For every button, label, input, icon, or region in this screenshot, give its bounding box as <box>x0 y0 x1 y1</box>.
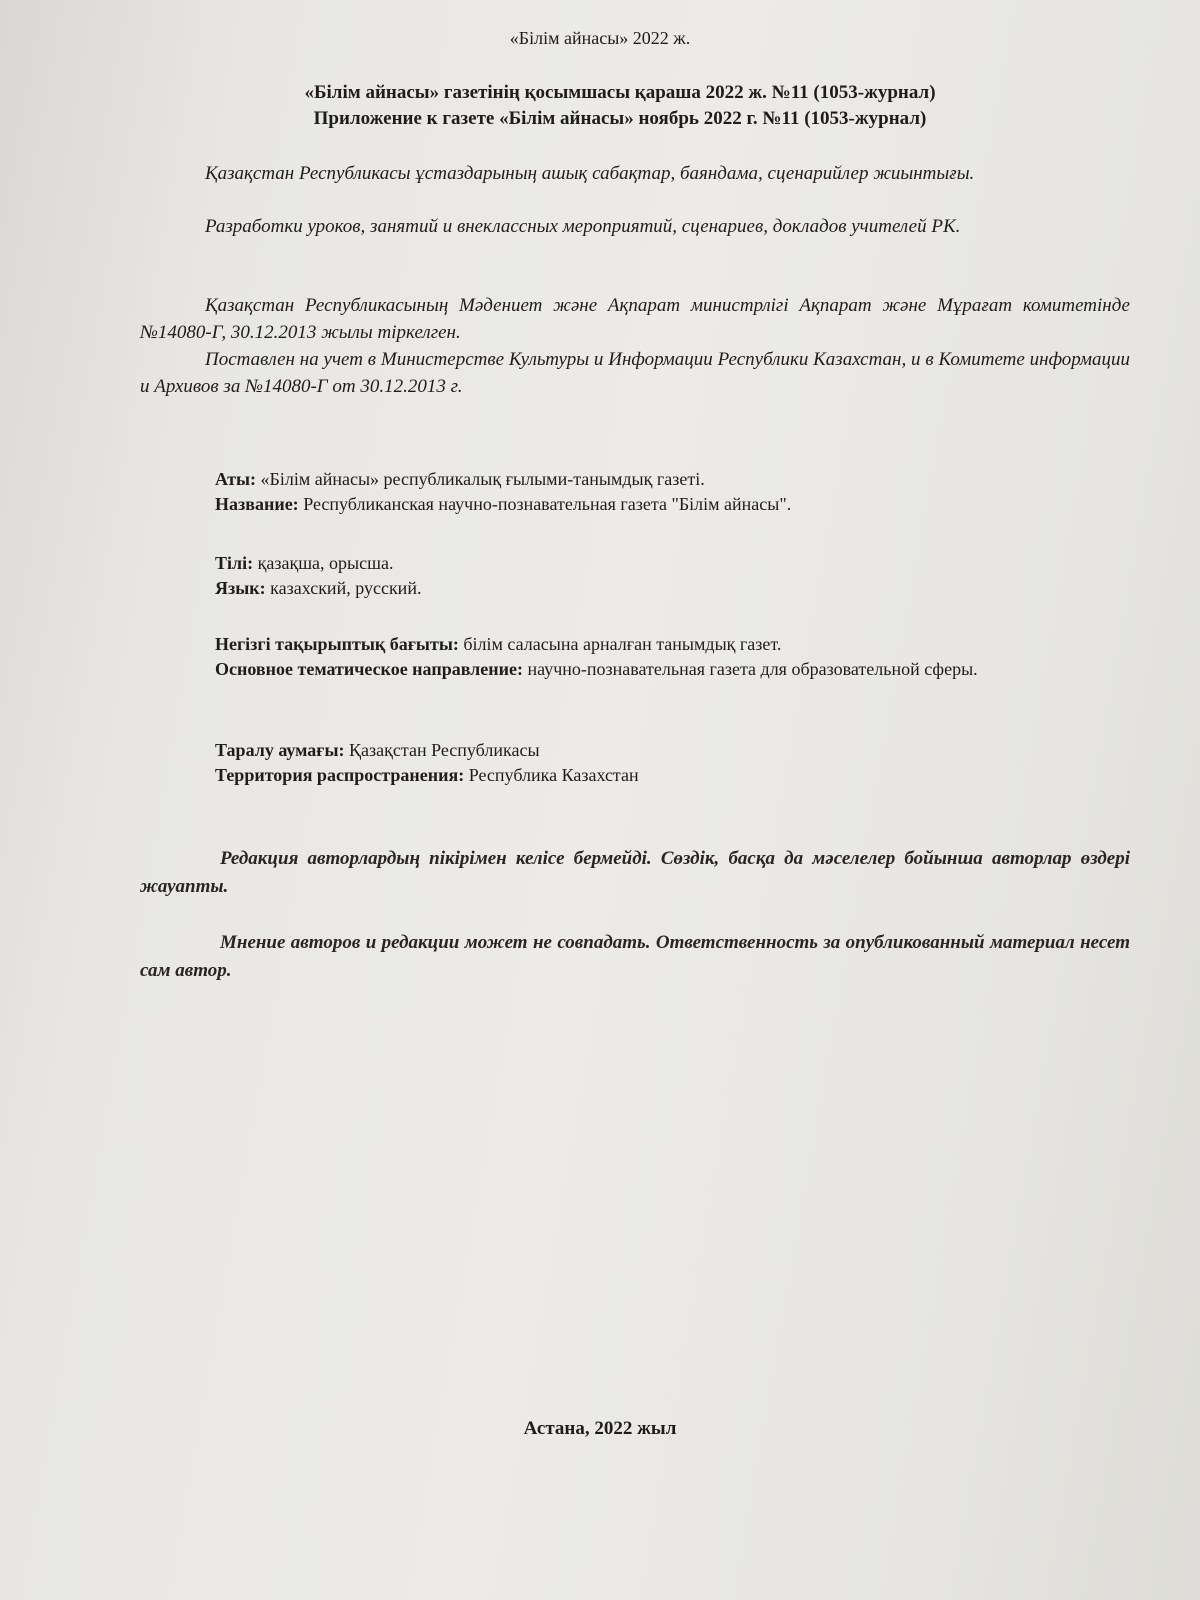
intro-kz: Қазақстан Республикасы ұстаздарының ашық сабақтар, баяндама, сценарийлер жиынтығы. <box>205 163 975 184</box>
field-value: Республика Казахстан <box>468 765 639 785</box>
field-language-kz <box>215 551 1115 576</box>
title-line-ru: Приложение к газете «Білім айнасы» ноябрь 2022 г. №11 (1053-журнал) <box>313 108 927 129</box>
registration-ru: Поставлен на учет в Министерстве Культуры и Информации Республики Казахстан, и в Комитете информации и Архивов за №14080-Г от 30.12.2013 г. <box>140 349 1130 397</box>
field-theme-kz <box>215 632 1115 657</box>
field-name-kz <box>215 467 1115 492</box>
field-label: Таралу аумағы: <box>215 740 345 760</box>
publication-title <box>100 80 1140 132</box>
field-value: казахский, русский. <box>270 578 422 598</box>
field-territory-kz <box>215 738 1115 763</box>
title-line-kz: «Білім айнасы» газетінің қосымшасы қараша 2022 ж. №11 (1053-журнал) <box>304 82 936 103</box>
field-value: қазақша, орысша. <box>257 553 394 573</box>
disclaimer-ru: Мнение авторов и редакции может не совпадать. Ответственность за опубликованный материал несет сам автор. <box>140 932 1130 981</box>
field-label: Негізгі тақырыптық бағыты: <box>215 634 459 654</box>
registration-kz: Қазақстан Республикасының Мәдениет және Ақпарат министрлігі Ақпарат және Мұрағат комитетінде №14080-Г, 30.12.2013 жылы тіркелген. <box>140 295 1130 343</box>
field-value: научно-познавательная газета для образовательной сферы. <box>527 659 978 679</box>
disclaimer-kz: Редакция авторлардың пікірімен келісе бермейді. Сөздік, басқа да мәселелер бойынша авторлар өздері жауапты. <box>140 848 1130 897</box>
field-name-ru <box>215 492 1115 517</box>
field-label: Язык: <box>215 578 266 598</box>
field-value: Республиканская научно-познавательная газета "Білім айнасы". <box>303 494 792 514</box>
field-value: білім саласына арналған танымдық газет. <box>463 634 782 654</box>
field-language-ru <box>215 576 1115 601</box>
field-territory-ru <box>215 763 1115 788</box>
field-label: Основное тематическое направление: <box>215 659 523 679</box>
field-label: Тілі: <box>215 553 254 573</box>
intro-ru: Разработки уроков, занятий и внеклассных мероприятий, сценариев, докладов учителей РК. <box>205 216 961 237</box>
field-theme-ru <box>145 656 1125 682</box>
field-label: Название: <box>215 494 299 514</box>
footer-place-year: Астана, 2022 жыл <box>523 1418 677 1439</box>
field-value: Қазақстан Республикасы <box>349 740 540 760</box>
running-header: «Білім айнасы» 2022 ж. <box>509 28 691 48</box>
field-value: «Білім айнасы» республикалық ғылыми-танымдық газеті. <box>260 469 705 489</box>
field-label: Аты: <box>215 469 256 489</box>
field-label: Территория распространения: <box>215 765 465 785</box>
